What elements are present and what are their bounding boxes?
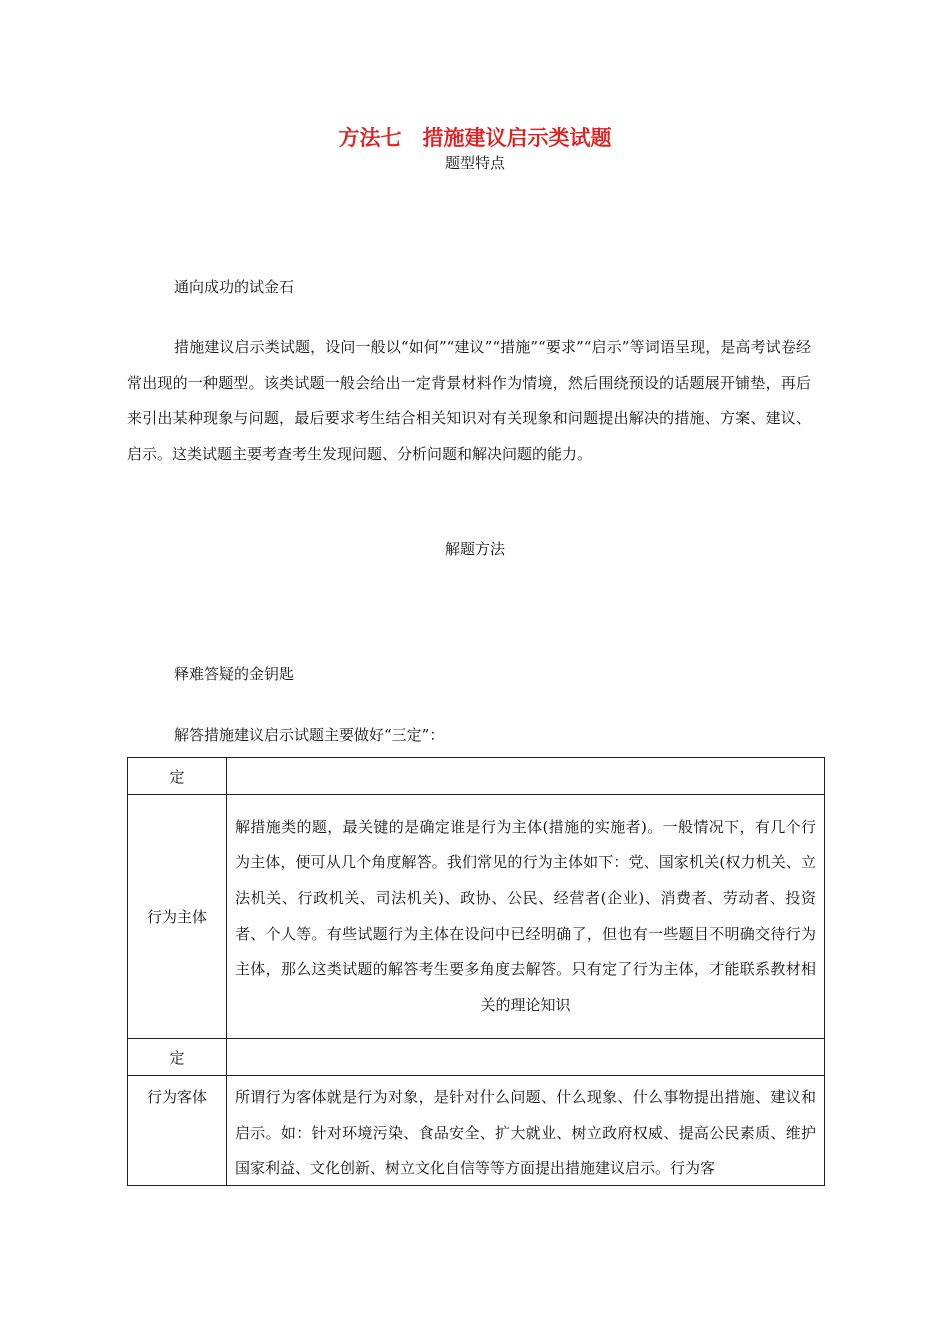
row-content: 解措施类的题，最关键的是确定谁是行为主体(措施的实施者)。一般情况下，有几个行为主体，便可从几个角度解答。我们常见的行为主体如下：党、国家机关(权力机关、立法机关、行政机关、司法机关)、政协、公民、经营者(企业)、消费者、劳动者、投资者、个人等。有些试题行为主体在设问中已经明确了，但也有一些题目不明确交待行为主体，那么这类试题的解答考生要多角度去解答。只有定了行为主体，才能联系教材相关的理论知识 (235, 817, 816, 1014)
table-content-cell (227, 1039, 825, 1076)
table-label-cell (128, 1039, 227, 1076)
section-subheading-golden-key: 释难答疑的金钥匙 (174, 665, 295, 683)
table-row (128, 758, 825, 795)
three-determinations-table (127, 757, 825, 1186)
table-row (128, 1039, 825, 1076)
row-content (227, 1053, 824, 1061)
section-subheading-touchstone: 通向成功的试金石 (174, 278, 295, 296)
table-label-cell (128, 758, 227, 795)
row-label: 定 (169, 1048, 185, 1067)
row-label: 行为客体 (146, 1088, 207, 1106)
table-content-cell (227, 1076, 825, 1186)
methods-intro: 解答措施建议启示试题主要做好“三定”： (174, 726, 445, 744)
table-content-cell (227, 795, 825, 1039)
table-label-cell (128, 795, 227, 1039)
row-label: 定 (169, 767, 185, 786)
row-content: 所谓行为客体就是行为对象，是针对什么问题、什么现象、什么事物提出措施、建议和启示。如：针对环境污染、食品安全、扩大就业、树立政府权威、提高公民素质、维护国家利益、文化创新、树立文化自信等等方面提出措施建议启示。行为客 (235, 1088, 816, 1178)
document-title: 方法七 措施建议启示类试题 (338, 126, 612, 150)
table-row (128, 795, 825, 1039)
section-heading-methods: 解题方法 (444, 540, 505, 558)
table-label-cell (128, 1076, 227, 1186)
row-label: 行为主体 (146, 908, 207, 926)
row-content (227, 772, 824, 780)
section-heading-features: 题型特点 (444, 154, 505, 172)
table-content-cell (227, 758, 825, 795)
features-paragraph: 措施建议启示类试题，设问一般以“如何”“建议”“措施”“要求”“启示”等词语呈现，是高考试卷经常出现的一种题型。该类试题一般会给出一定背景材料作为情境，然后围绕预设的话题展开铺垫，再后来引出某种现象与问题，最后要求考生结合相关知识对有关现象和问题提出解决的措施、方案、建议、启示。这类试题主要考查考生发现问题、分析问题和解决问题的能力。 (127, 338, 811, 463)
table-row (128, 1076, 825, 1186)
